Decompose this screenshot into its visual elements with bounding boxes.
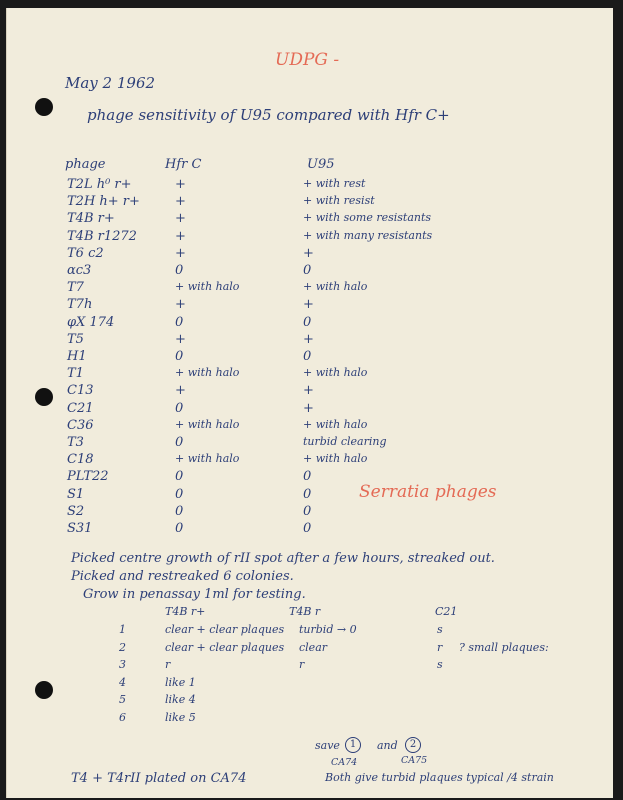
colony-number: 4 xyxy=(119,675,126,689)
phage-name: C21 xyxy=(67,400,94,416)
note-line-1: Picked centre growth of rII spot after a few hours, streaked out. xyxy=(71,551,495,566)
bottom-note-right: Both give turbid plaques typical /4 strain xyxy=(325,771,554,784)
phage-name: T3 xyxy=(67,435,84,450)
u95-result: + with resist xyxy=(303,194,375,208)
u95-result: 0 xyxy=(303,263,312,278)
col-header-u95: U95 xyxy=(307,157,335,172)
phage-name: S2 xyxy=(67,503,85,519)
hfr-result: 0 xyxy=(175,469,184,485)
hfr-result: + with halo xyxy=(175,452,240,466)
hfr-result: 0 xyxy=(175,314,184,330)
strain-label-2: CA75 xyxy=(401,755,428,766)
u95-result: + xyxy=(303,383,314,399)
u95-result: + xyxy=(303,245,314,261)
col-header-phage: phage xyxy=(65,157,106,172)
note-line-2: Picked and restreaked 6 colonies. xyxy=(71,569,294,584)
colony-number: 3 xyxy=(119,658,126,671)
phage-name: T6 c2 xyxy=(67,245,104,261)
u95-result: + xyxy=(303,331,314,347)
phage-name: φX 174 xyxy=(67,314,115,330)
hfr-result: + xyxy=(175,194,186,210)
strain-label-1: CA74 xyxy=(331,757,358,768)
side-note: Serratia phages xyxy=(359,482,497,502)
hfr-result: 0 xyxy=(175,435,184,450)
circle-two: 2 xyxy=(405,737,421,753)
colony-number: 2 xyxy=(119,640,126,654)
colony-t4b-r-plus: like 1 xyxy=(165,675,196,689)
colony-t4b-r-plus: like 4 xyxy=(165,693,196,706)
u95-result: 0 xyxy=(303,521,312,536)
hfr-result: 0 xyxy=(175,503,184,519)
phage-name: T2L h⁰ r+ xyxy=(67,177,132,192)
phage-name: T2H h+ r+ xyxy=(67,194,140,210)
phage-name: C36 xyxy=(67,417,94,433)
col-header-hfr: Hfr C xyxy=(165,157,202,172)
punch-hole-top xyxy=(35,98,53,116)
colony-t4b-r: turbid → 0 xyxy=(299,623,357,636)
page-title: phage sensitivity of U95 compared with Hfr C+ xyxy=(87,106,450,124)
hfr-result: 0 xyxy=(175,521,184,536)
phage-name: S31 xyxy=(67,521,93,536)
u95-result: + with many resistants xyxy=(303,228,433,242)
colony-t4b-r-plus: like 5 xyxy=(165,710,196,724)
phage-name: T5 xyxy=(67,331,84,347)
u95-result: + xyxy=(303,400,314,416)
u95-result: 0 xyxy=(303,314,312,330)
phage-name: S1 xyxy=(67,486,85,502)
phage-name: T4B r+ xyxy=(67,211,115,227)
hfr-result: + xyxy=(175,245,186,261)
phage-name: C13 xyxy=(67,383,94,399)
u95-result: + with halo xyxy=(303,280,368,294)
hfr-result: + xyxy=(175,211,186,227)
colony-t4b-r-plus: r xyxy=(165,658,171,671)
hfr-result: + with halo xyxy=(175,417,240,431)
colony-c21: s xyxy=(437,623,443,636)
note-line-3: Grow in penassay 1ml for testing. xyxy=(83,587,306,602)
phage-name: T4B r1272 xyxy=(67,228,137,244)
and-label: and xyxy=(377,739,398,752)
bottom-note-left: T4 + T4rII plated on CA74 xyxy=(71,771,247,786)
hfr-result: 0 xyxy=(175,349,184,364)
u95-result: + with halo xyxy=(303,452,368,466)
u95-result: 0 xyxy=(303,349,312,364)
u95-result: + with halo xyxy=(303,417,368,431)
phage-name: T1 xyxy=(67,366,84,382)
colony-number: 6 xyxy=(119,710,126,724)
colony-c21: s xyxy=(437,658,443,671)
u95-result: 0 xyxy=(303,503,312,519)
hfr-result: + with halo xyxy=(175,366,240,380)
u95-result: + with rest xyxy=(303,177,366,190)
hfr-result: 0 xyxy=(175,486,184,502)
phage-name: PLT22 xyxy=(67,469,109,485)
u95-result: turbid clearing xyxy=(303,435,387,448)
hfr-result: + with halo xyxy=(175,280,240,294)
colony-t4b-r-plus: clear + clear plaques xyxy=(165,640,285,654)
phage-name: C18 xyxy=(67,452,94,468)
hfr-result: + xyxy=(175,177,186,192)
phage-name: H1 xyxy=(67,349,87,364)
u95-result: + xyxy=(303,297,314,313)
colony-t4b-r: clear xyxy=(299,640,328,654)
notebook-page xyxy=(6,8,613,798)
hfr-result: 0 xyxy=(175,263,184,278)
colony-t4b-r-plus: clear + clear plaques xyxy=(165,623,285,636)
hfr-result: + xyxy=(175,383,186,399)
hfr-result: 0 xyxy=(175,400,184,416)
entry-date: May 2 1962 xyxy=(65,74,156,92)
punch-hole-bottom xyxy=(35,681,53,699)
colony-t4b-r: r xyxy=(299,658,305,671)
punch-hole-middle xyxy=(35,388,53,406)
colony-number: 1 xyxy=(119,623,126,636)
phage-name: T7h xyxy=(67,297,93,313)
test-col-header-3: C21 xyxy=(435,605,458,618)
u95-result: + with halo xyxy=(303,366,368,380)
hfr-result: + xyxy=(175,331,186,347)
circle-one: 1 xyxy=(345,737,361,753)
u95-result: 0 xyxy=(303,469,312,485)
save-label: save xyxy=(315,739,340,752)
test-col-header-2: T4B r xyxy=(289,605,321,618)
colony-extra-note: ? small plaques: xyxy=(459,640,549,654)
phage-name: αc3 xyxy=(67,263,92,278)
test-col-header-1: T4B r+ xyxy=(165,605,206,618)
hfr-result: + xyxy=(175,228,186,244)
phage-name: T7 xyxy=(67,280,84,296)
u95-result: 0 xyxy=(303,486,312,502)
stamp-text: UDPG - xyxy=(275,50,340,70)
colony-number: 5 xyxy=(119,693,126,706)
u95-result: + with some resistants xyxy=(303,211,432,225)
hfr-result: + xyxy=(175,297,186,313)
colony-c21: r xyxy=(437,640,443,654)
